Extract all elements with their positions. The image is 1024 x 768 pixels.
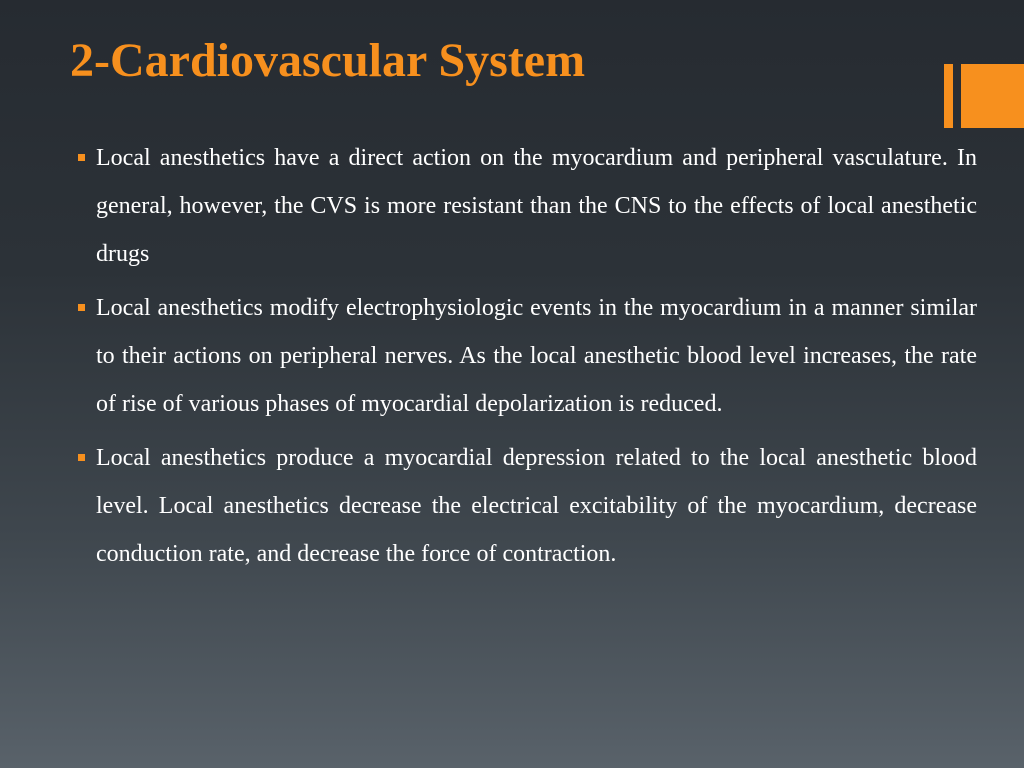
bullet-text: Local anesthetics modify electrophysiologic events in the myocardium in a manner similar to their actions on peripheral nerves. As the local anesthetic blood level increases, the rate of rise of various phases of myocardial depolarization is reduced.	[96, 295, 977, 417]
square-bullet-icon	[78, 304, 85, 311]
bullet-item	[96, 434, 977, 578]
bullet-item	[96, 134, 977, 278]
bullet-text: Local anesthetics have a direct action on the myocardium and peripheral vasculature. In general, however, the CVS is more resistant than the CNS to the effects of local anesthetic drugs	[96, 145, 977, 267]
slide-title: 2-Cardiovascular System	[70, 34, 586, 87]
bullet-text: Local anesthetics produce a myocardial depression related to the local anesthetic blood level. Local anesthetics decrease the electrical excitability of the myocardium, decrease conduction rate, and decrease the force of contraction.	[96, 445, 977, 567]
square-bullet-icon	[78, 154, 85, 161]
bullet-list	[96, 134, 977, 584]
square-bullet-icon	[78, 454, 85, 461]
accent-thin-bar	[944, 64, 953, 128]
accent-wide-bar	[961, 64, 1024, 128]
accent-bars-decoration	[944, 64, 1024, 128]
bullet-item	[96, 284, 977, 428]
